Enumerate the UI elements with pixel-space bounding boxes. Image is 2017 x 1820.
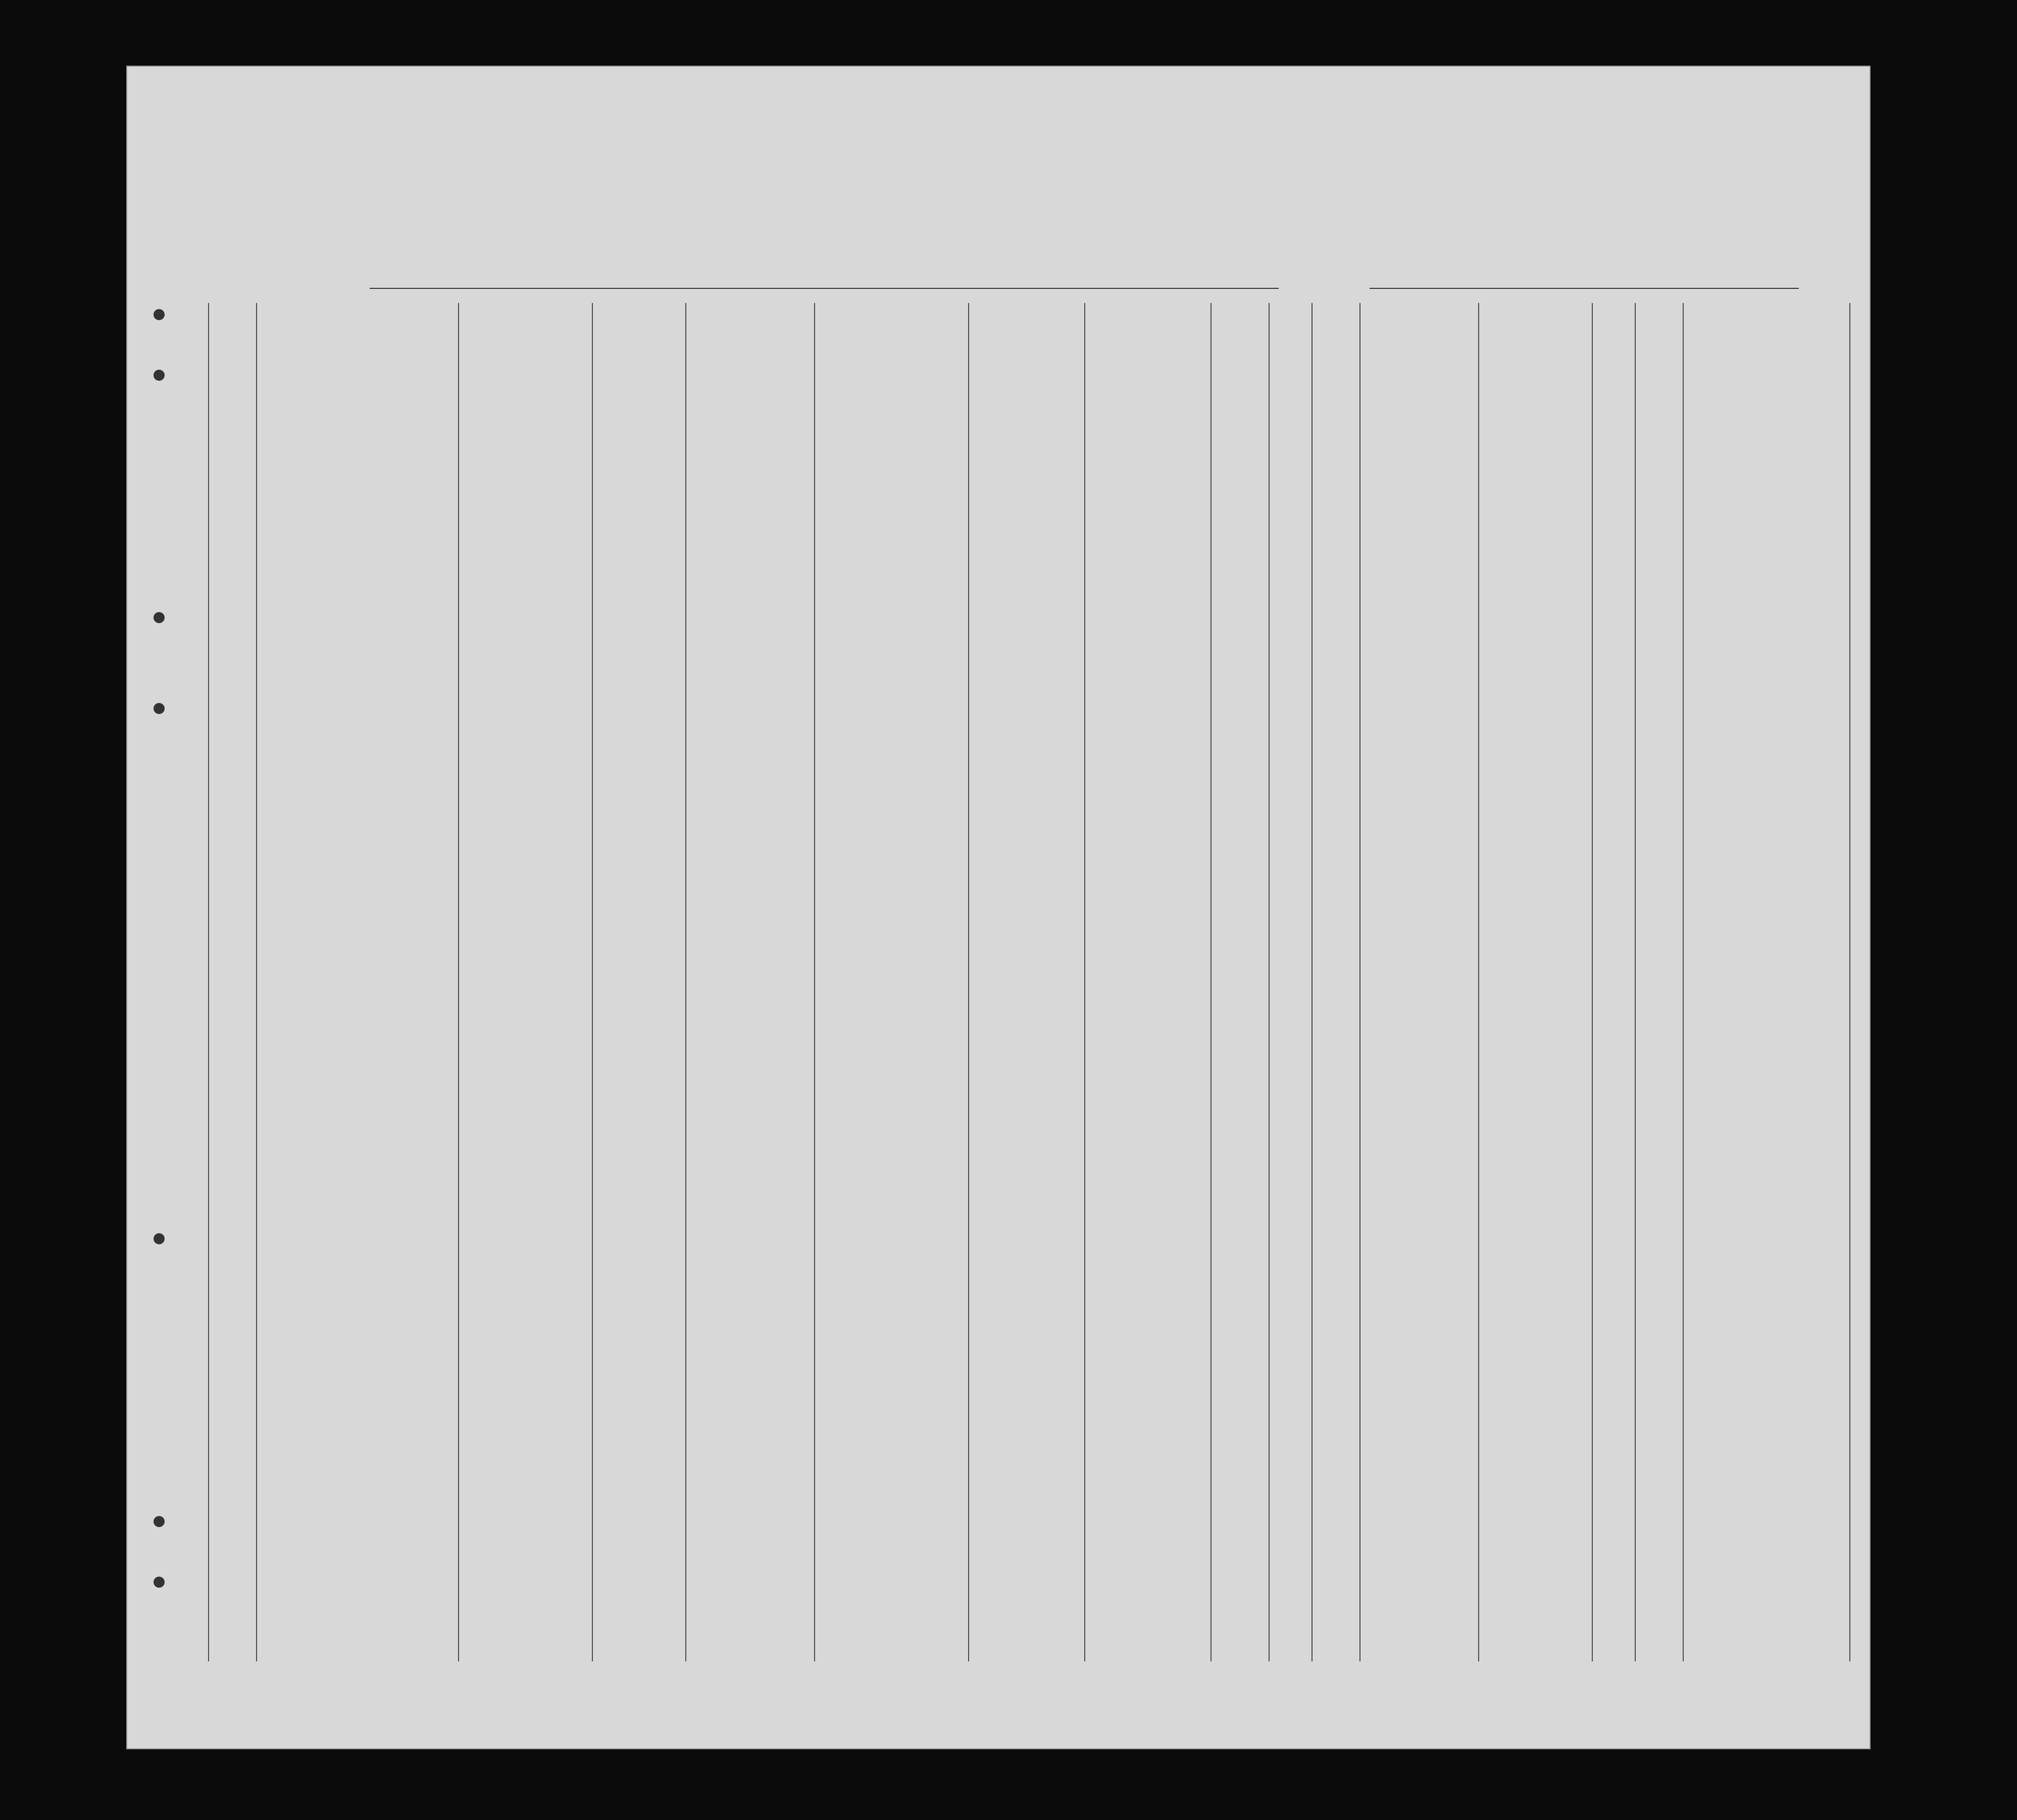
column-rule [1849, 303, 1850, 1661]
column-rule [968, 303, 969, 1661]
vessel-line [329, 266, 521, 286]
column-rule [1269, 303, 1270, 1661]
column-rule [1312, 303, 1313, 1661]
punch-hole [154, 1516, 165, 1527]
port-underline [1370, 288, 1799, 289]
punch-hole [154, 1233, 165, 1244]
column-rule [208, 303, 209, 1661]
punch-hole [154, 370, 165, 381]
punch-hole [154, 309, 165, 320]
column-rule [1592, 303, 1593, 1661]
column-rule [1635, 303, 1636, 1661]
column-rule [1084, 303, 1085, 1661]
column-rule [1683, 303, 1684, 1661]
manifest-sheet [126, 66, 1871, 1749]
punch-hole [154, 703, 165, 714]
punch-hole [154, 612, 165, 623]
column-rule [592, 303, 593, 1661]
column-rule [1359, 303, 1360, 1661]
column-rule [1211, 303, 1212, 1661]
column-rule [1478, 303, 1479, 1661]
column-rule [458, 303, 459, 1661]
vessel-underline [370, 288, 1279, 289]
column-rule [814, 303, 815, 1661]
column-rule [685, 303, 686, 1661]
punch-hole [154, 1577, 165, 1588]
column-rule [256, 303, 257, 1661]
crew-table [208, 303, 1849, 1661]
manifest-footer [208, 1667, 1849, 1743]
